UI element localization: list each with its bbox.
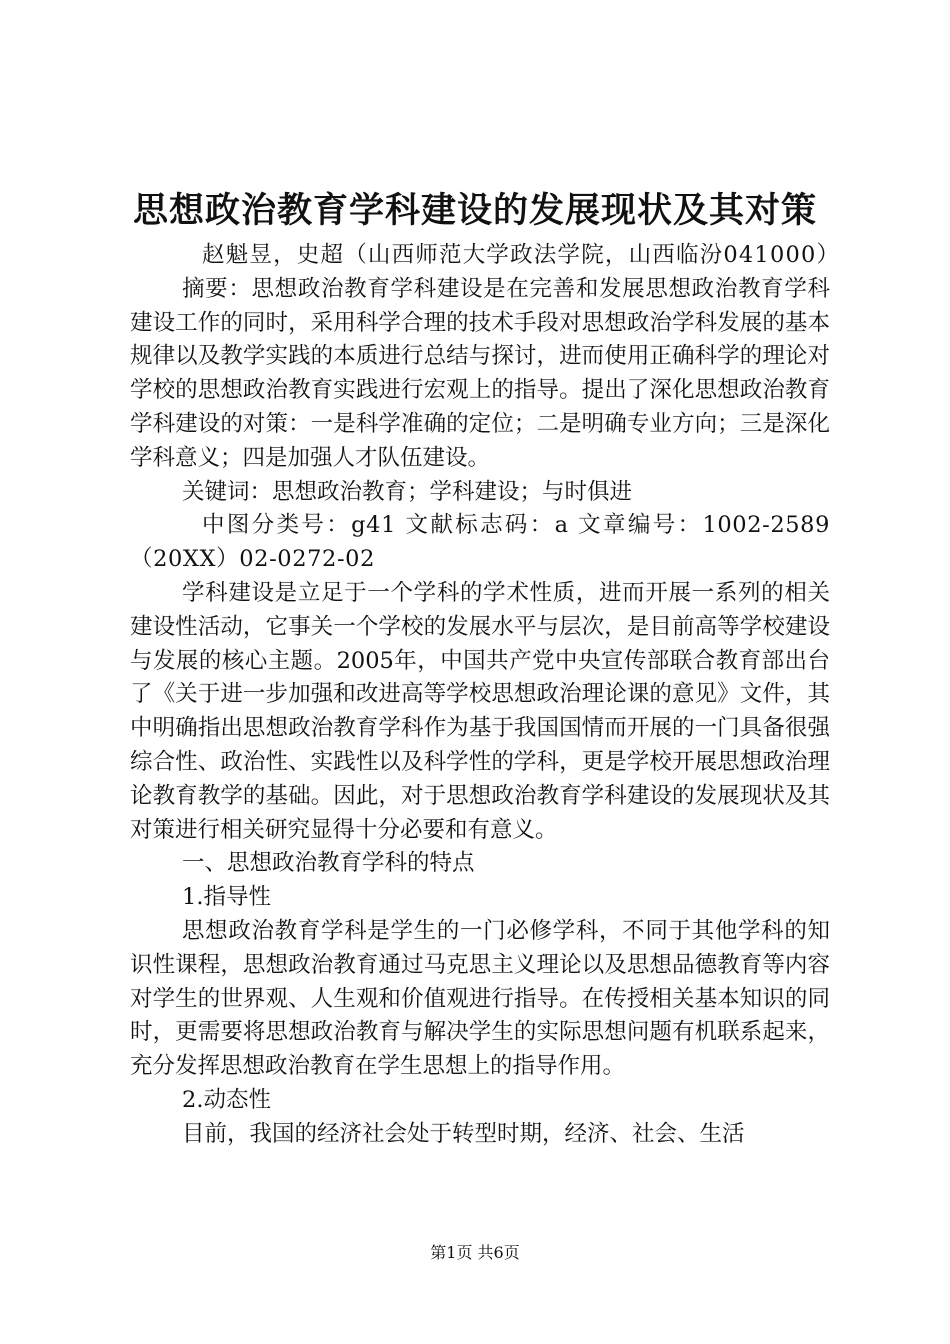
document-body bbox=[130, 239, 841, 1152]
subsection-paragraph-guidance: 思想政治教育学科是学生的一门必修学科，不同于其他学科的知识性课程，思想政治教育通过马克思主义理论以及思想品德教育等内容对学生的世界观、人生观和价值观进行指导。在传授相关基本知识的同时，更需要将思想政治教育与解决学生的实际思想问题有机联系起来，充分发挥思想政治教育在学生思想上的指导作用。 bbox=[130, 917, 830, 1080]
classification-line: 中图分类号：g41 文献标志码：a 文章编号：1002-2589（20XX）02-0272-02 bbox=[130, 512, 830, 573]
author-line: 赵魁昱，史超（山西师范大学政法学院，山西临汾041000） bbox=[202, 242, 841, 268]
subsection-heading-guidance: 1.指导性 bbox=[182, 884, 271, 911]
subsection-heading-dynamic: 2.动态性 bbox=[182, 1086, 271, 1113]
page-number-footer: 第1页 共6页 bbox=[430, 1243, 520, 1262]
intro-paragraph: 学科建设是立足于一个学科的学术性质，进而开展一系列的相关建设性活动，它事关一个学校的发展水平与层次，是目前高等学校建设与发展的核心主题。2005年，中国共产党中央宣传部联合教育部出台了《关于进一步加强和改进高等学校思想政治理论课的意见》文件，其中明确指出思想政治教育学科作为基于我国国情而开展的一门具备很强综合性、政治性、实践性以及科学性的学科，更是学校开展思想政治理论教育教学的基础。因此，对于思想政治教育学科建设的发展现状及其对策进行相关研究显得十分必要和有意义。 bbox=[130, 579, 830, 843]
subsection-paragraph-dynamic: 目前，我国的经济社会处于转型时期，经济、社会、生活 bbox=[182, 1120, 745, 1147]
document-title: 思想政治教育学科建设的发展现状及其对策 bbox=[132, 190, 817, 231]
abstract-paragraph: 摘要：思想政治教育学科建设是在完善和发展思想政治教育学科建设工作的同时，采用科学合理的技术手段对思想政治学科发展的基本规律以及教学实践的本质进行总结与探讨，进而使用正确科学的理论对学校的思想政治教育实践进行宏观上的指导。提出了深化思想政治教育学科建设的对策：一是科学准确的定位；二是明确专业方向；三是深化学科意义；四是加强人才队伍建设。 bbox=[130, 275, 830, 471]
section-heading: 一、思想政治教育学科的特点 bbox=[182, 850, 475, 877]
keywords-line: 关键词：思想政治教育；学科建设；与时俱进 bbox=[182, 478, 633, 505]
